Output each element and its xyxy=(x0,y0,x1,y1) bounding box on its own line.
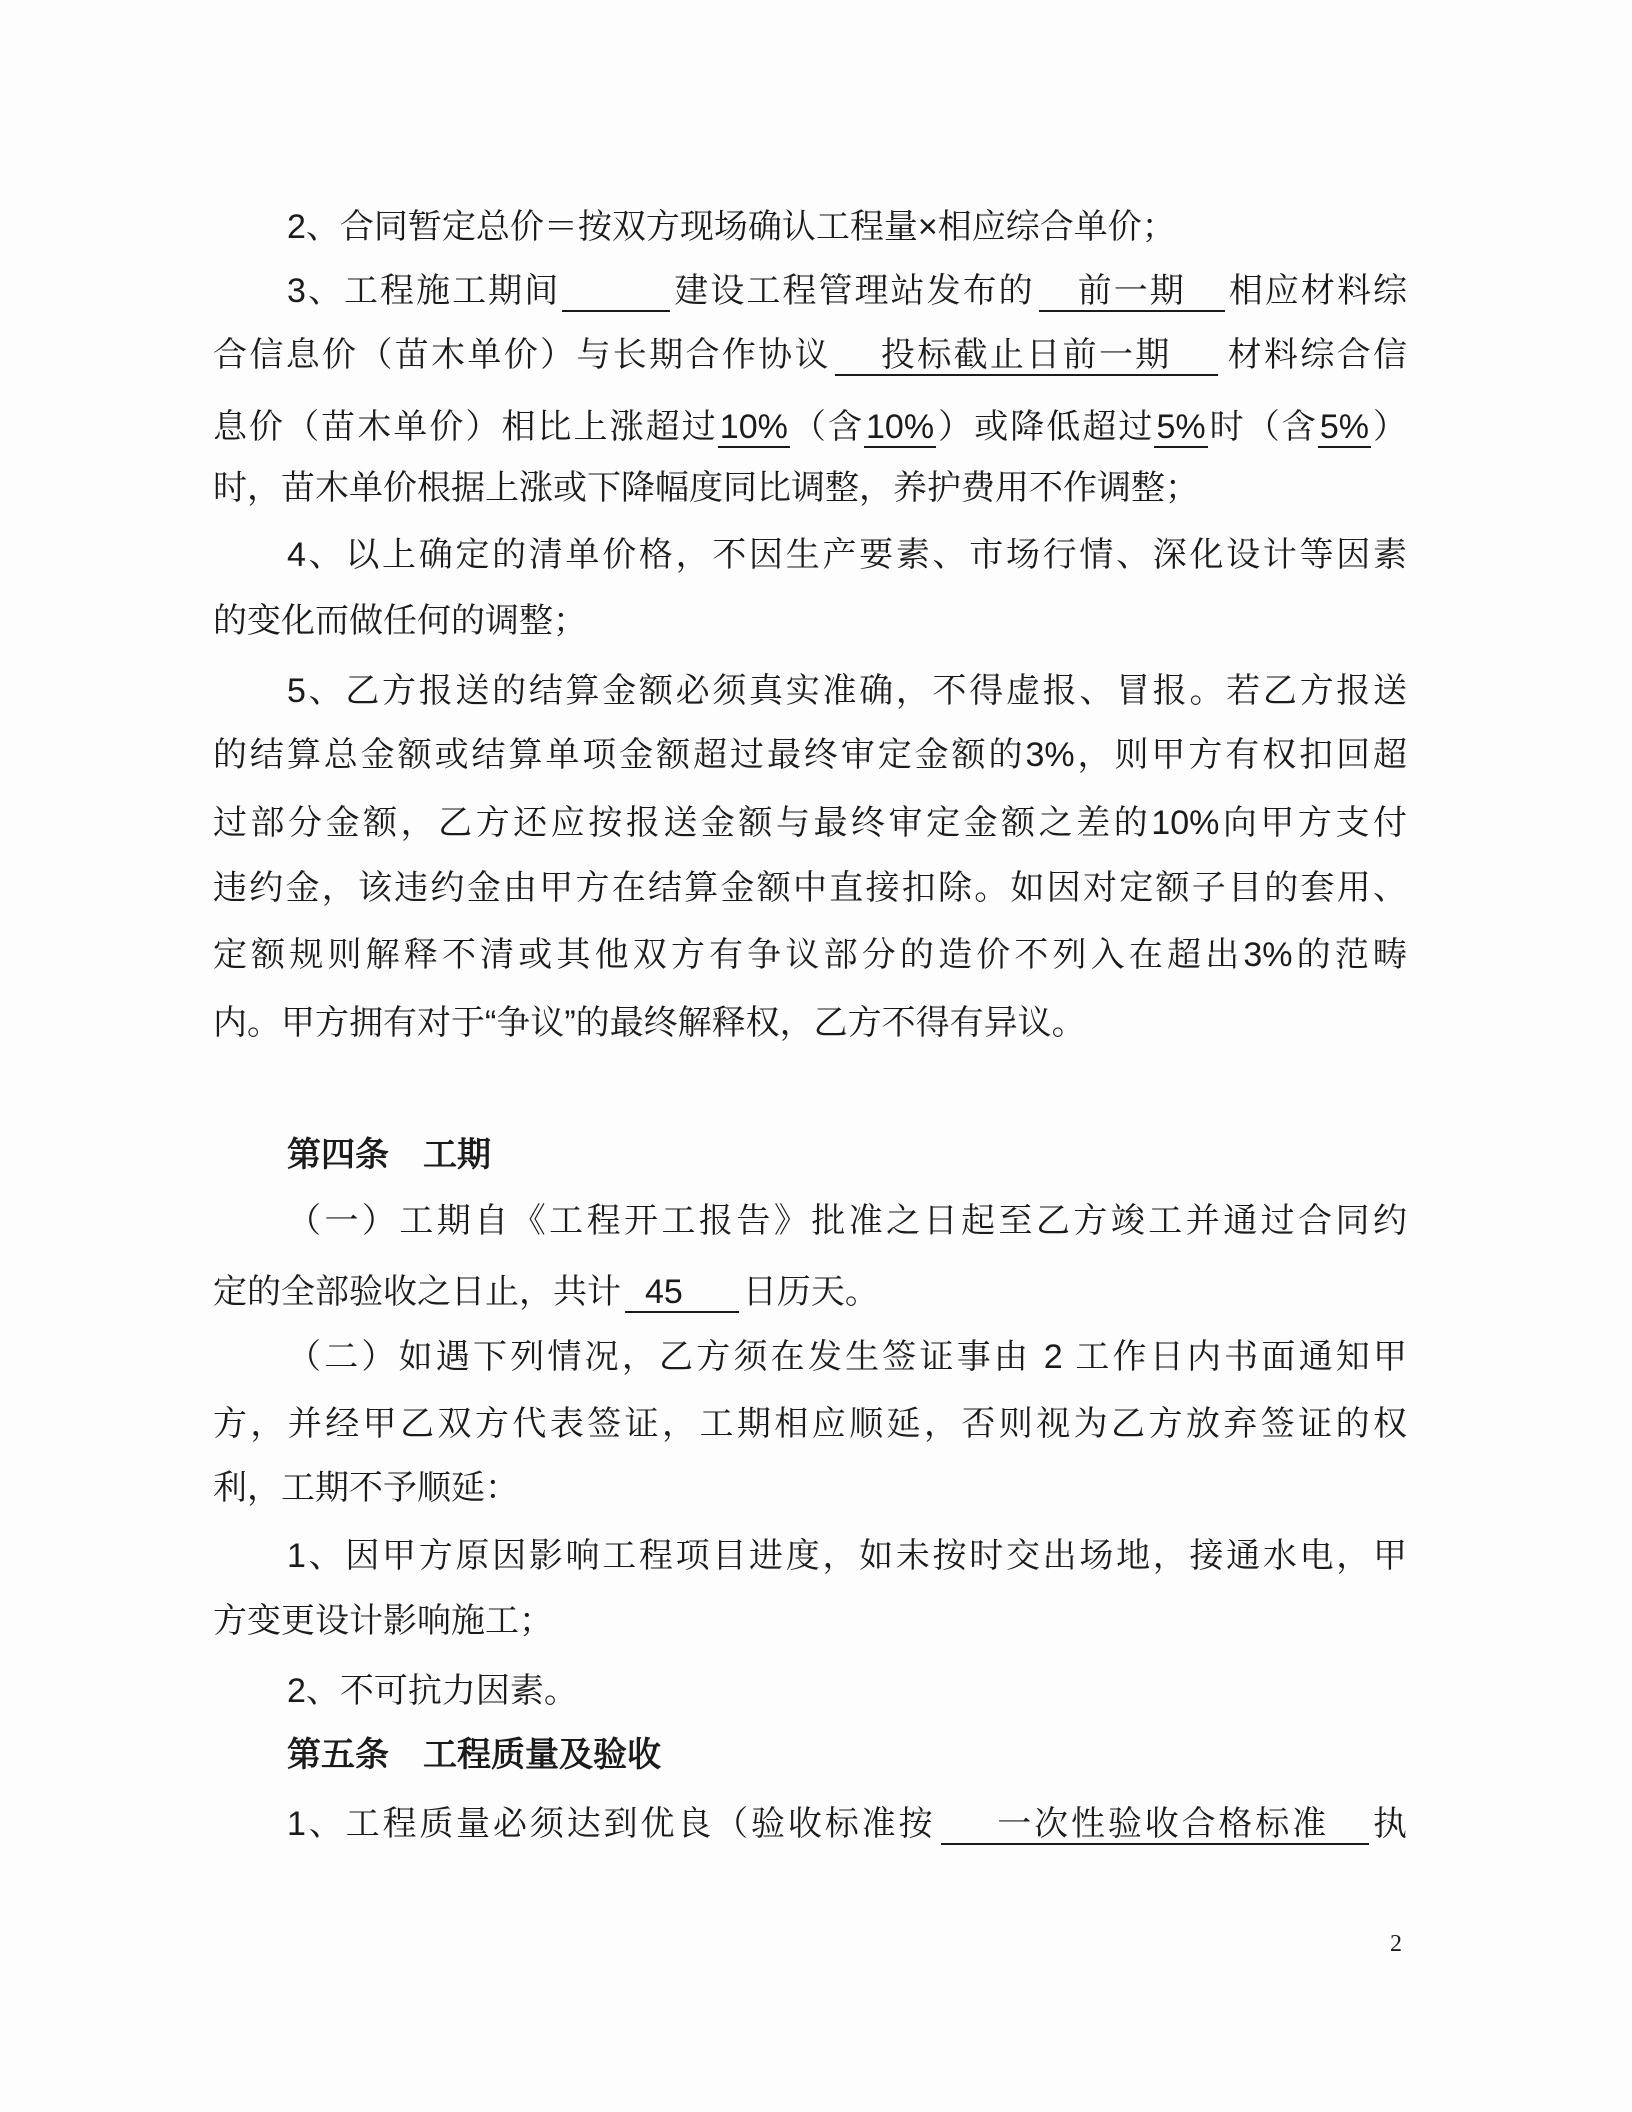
text-line xyxy=(213,1267,1407,1317)
text-line: 4、以上确定的清单价格，不因生产要素、市场行情、深化设计等因素 xyxy=(287,536,1407,574)
line-text: 建设工程管理站发布的 xyxy=(674,272,1035,310)
fill-in-value: 投标截止日前一期 xyxy=(835,336,1218,376)
fill-in-value: 10% xyxy=(719,408,788,446)
line-text: （含 xyxy=(789,408,865,446)
text-line: 内。甲方拥有对于“争议”的最终解释权，乙方不得有异议。 xyxy=(213,1004,1086,1042)
clause-heading: 第四条 工期 xyxy=(287,1136,491,1174)
line-text: 日历天。 xyxy=(742,1273,879,1311)
text-line: 过部分金额，乙方还应按报送金额与最终审定金额之差的10%向甲方支付 xyxy=(213,804,1407,842)
fill-in-value: 5% xyxy=(1156,408,1206,446)
fill-in-value: 5% xyxy=(1319,408,1369,446)
text-line: 1、因甲方原因影响工程项目进度，如未按时交出场地，接通水电，甲 xyxy=(287,1537,1407,1575)
fill-in-value: 10% xyxy=(866,408,935,446)
line-text: 合信息价（苗木单价）与长期合作协议 xyxy=(213,336,831,374)
text-line: 的结算总金额或结算单项金额超过最终审定金额的3%，则甲方有权扣回超 xyxy=(213,736,1407,774)
page-number: 2 xyxy=(1390,1931,1402,1957)
text-line: 定额规则解释不清或其他双方有争议部分的造价不列入在超出3%的范畴 xyxy=(213,936,1407,974)
fill-in-value: 45 xyxy=(625,1273,739,1313)
text-line: 5、乙方报送的结算金额必须真实准确，不得虚报、冒报。若乙方报送 xyxy=(287,672,1407,710)
text-line xyxy=(287,1799,1407,1849)
text-line: 的变化而做任何的调整； xyxy=(213,602,587,640)
text-line: 方，并经甲乙双方代表签证，工期相应顺延，否则视为乙方放弃签证的权 xyxy=(213,1405,1407,1443)
fill-in-blank xyxy=(562,272,670,312)
line-text: 时（含 xyxy=(1207,408,1318,446)
text-line: 2、不可抗力因素。 xyxy=(287,1672,578,1710)
line-text: 执 xyxy=(1373,1805,1407,1843)
text-line: 方变更设计影响施工； xyxy=(213,1602,553,1640)
text-line: （一）工期自《工程开工报告》批准之日起至乙方竣工并通过合同约 xyxy=(287,1202,1407,1240)
text-line xyxy=(287,266,1407,316)
text-line xyxy=(213,330,1407,380)
text-line: 时，苗木单价根据上涨或下降幅度同比调整，养护费用不作调整； xyxy=(213,469,1199,507)
text-line xyxy=(213,402,1407,452)
line-text: 材料综合信 xyxy=(1227,336,1408,374)
text-line: 违约金，该违约金由甲方在结算金额中直接扣除。如因对定额子目的套用、 xyxy=(213,869,1407,907)
text-line: 2、合同暂定总价＝按双方现场确认工程量×相应综合单价； xyxy=(287,208,1176,246)
fill-in-value: 一次性验收合格标准 xyxy=(941,1805,1369,1845)
line-text: 定的全部验收之日止，共计 xyxy=(213,1273,621,1311)
line-text: 1、工程质量必须达到优良（验收标准按 xyxy=(287,1805,936,1843)
line-text: 相应材料综 xyxy=(1228,272,1408,310)
clause-heading: 第五条 工程质量及验收 xyxy=(287,1736,661,1774)
text-line: （二）如遇下列情况，乙方须在发生签证事由 2 工作日内书面通知甲 xyxy=(287,1338,1407,1376)
fill-in-value: 前一期 xyxy=(1039,272,1225,312)
line-text: ）或降低超过 xyxy=(936,408,1155,446)
text-line: 利，工期不予顺延： xyxy=(213,1469,519,1507)
line-text: ） xyxy=(1370,408,1408,446)
line-text: 息价（苗木单价）相比上涨超过 xyxy=(213,408,718,446)
line-text: 3、工程施工期间 xyxy=(287,272,561,310)
